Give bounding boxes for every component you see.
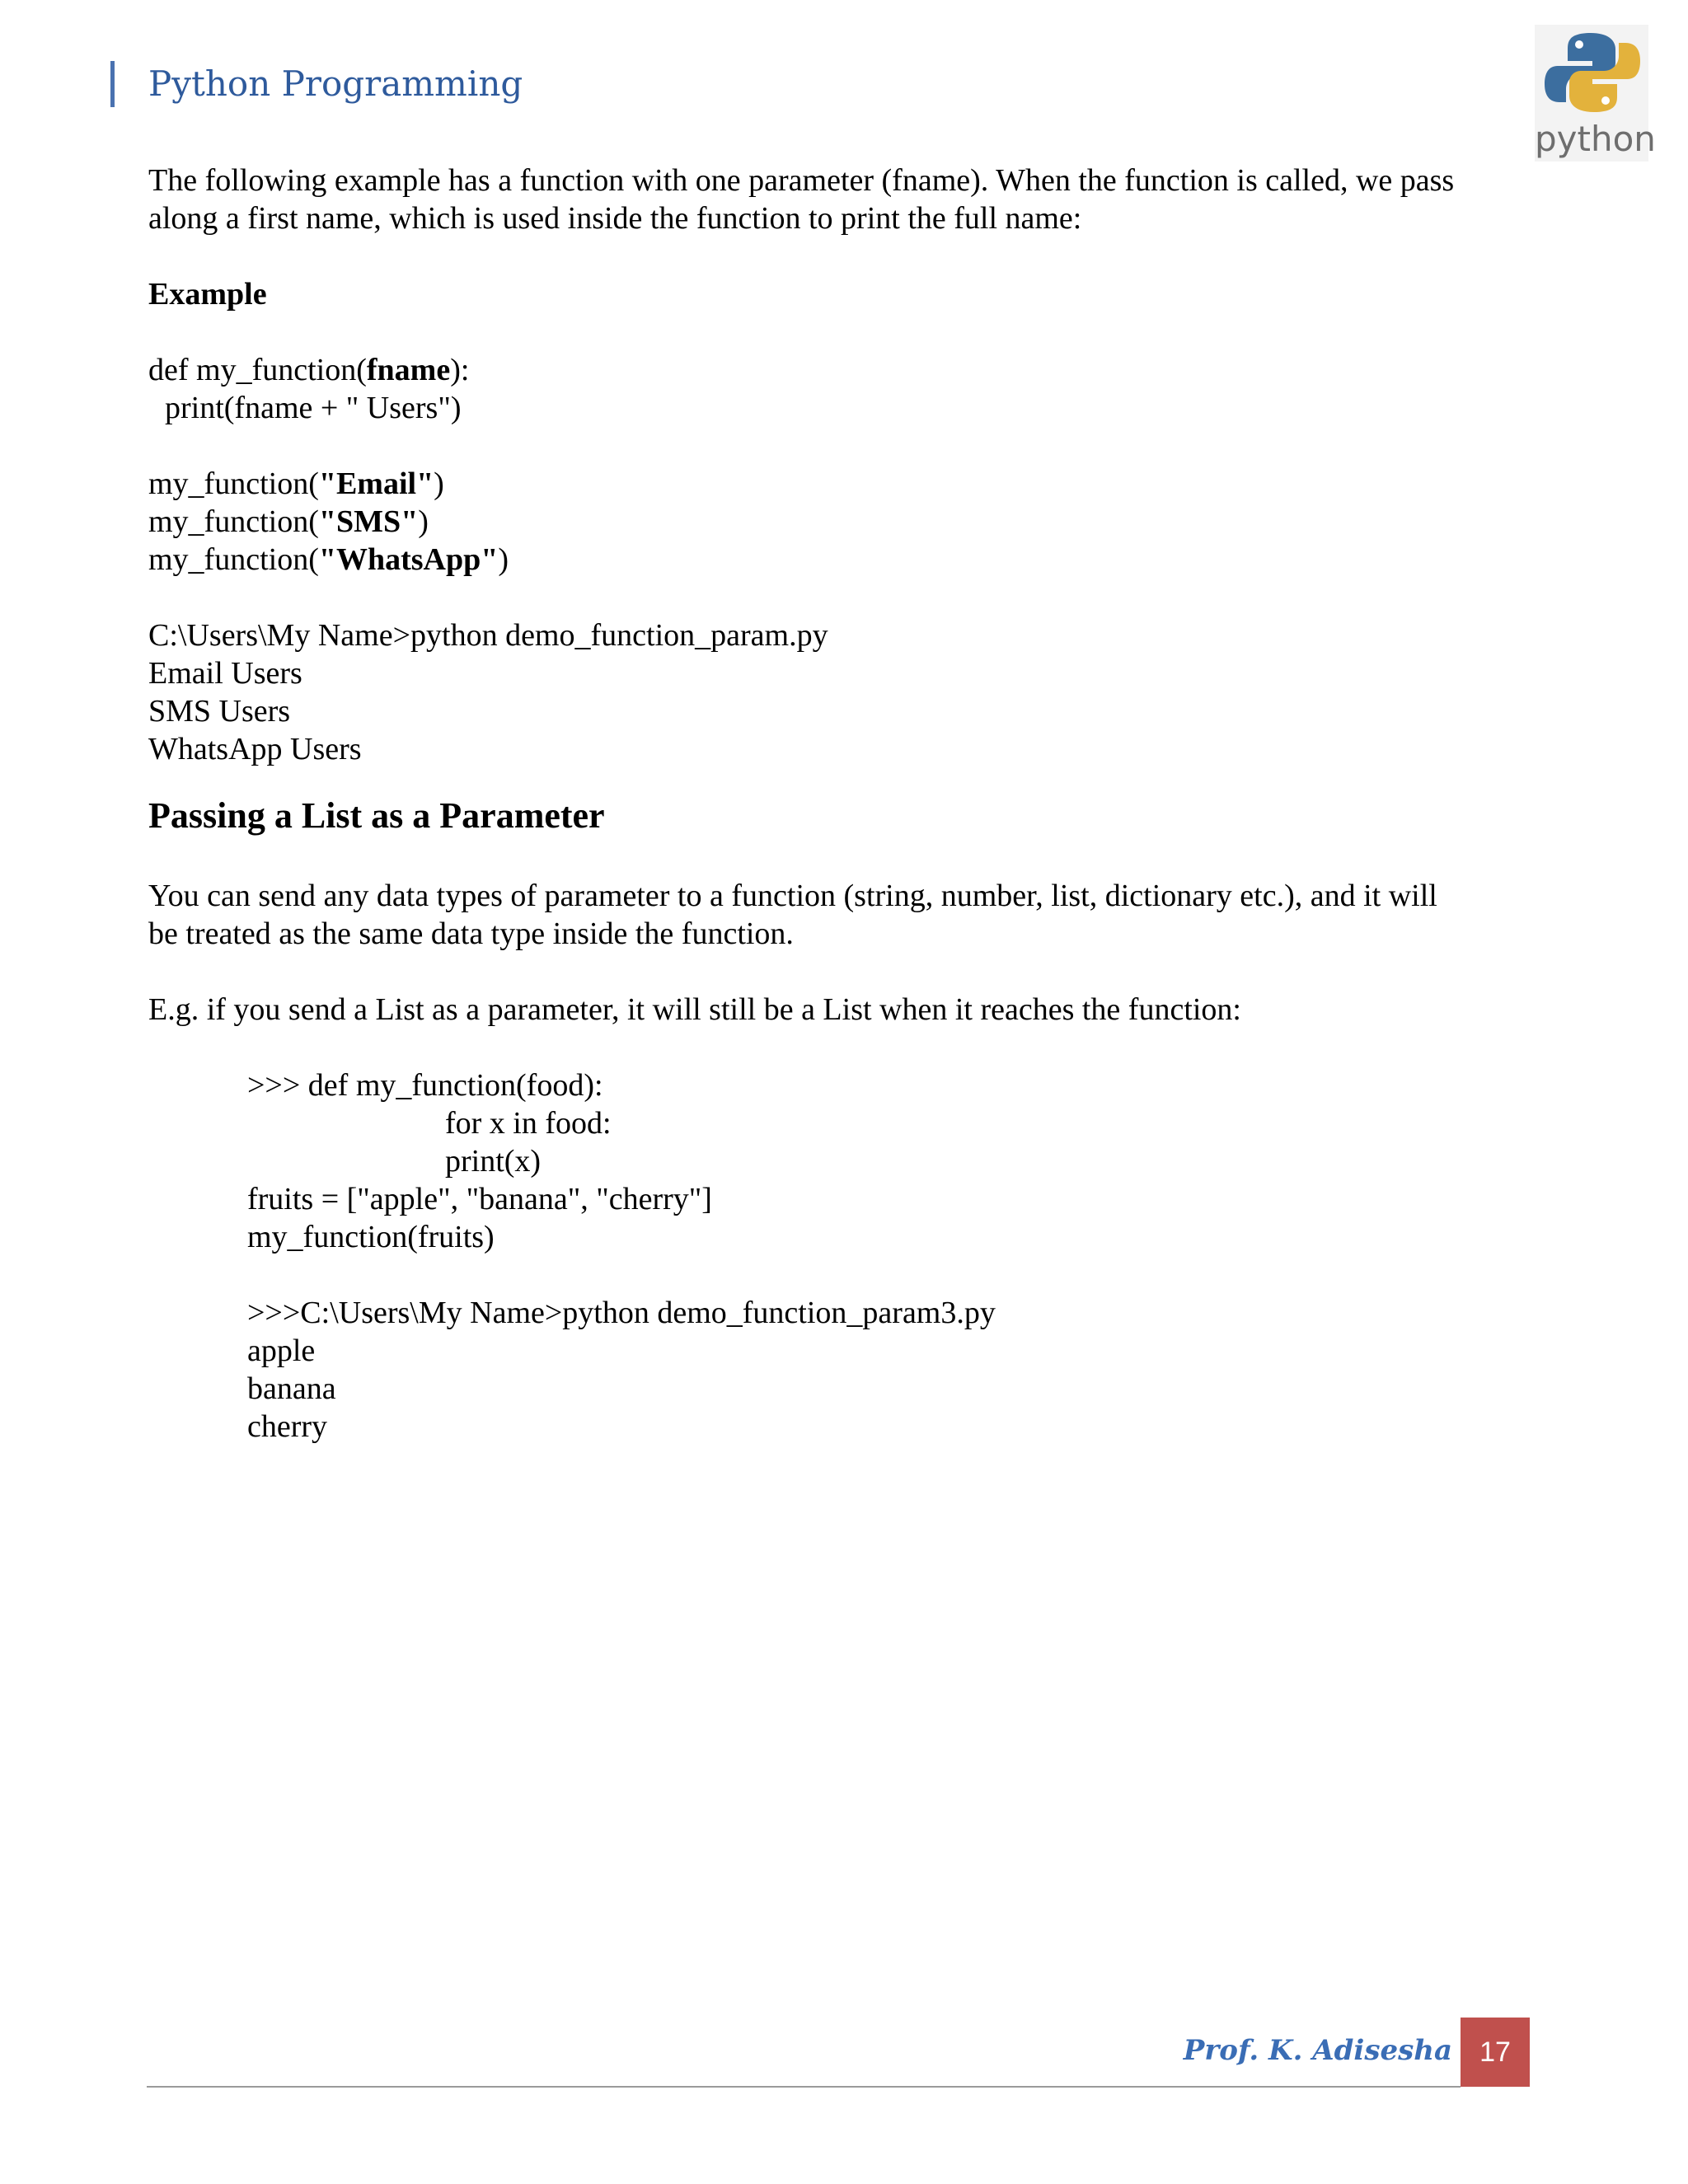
code-def-line: def my_function(fname): [148,353,470,387]
python-logo [1535,25,1656,162]
page-content [148,162,1550,1446]
output2-line: apple [247,1333,316,1368]
output-line: C:\Users\My Name>python demo_function_param.py [148,618,828,653]
python-logo-text: python [1535,119,1656,159]
document-header-title: Python Programming [148,63,523,104]
output2-line: >>>C:\Users\My Name>python demo_function_param3.py [247,1296,996,1330]
code-call-line: my_function("Email") [148,466,444,501]
intro-line-1: The following example has a function with one parameter (fname). When the function is called, we pass [148,163,1455,198]
paragraph-line-1: You can send any data types of parameter to a function (string, number, list, dictionary etc.), and it will [148,879,1437,913]
page-number-badge: 17 [1461,2018,1530,2087]
code-call-line: my_function("SMS") [148,504,429,539]
example-label: Example [148,277,267,312]
code-print-line: print(fname + " Users") [165,391,462,425]
paragraph-example-note: E.g. if you send a List as a parameter, it will still be a List when it reaches the function: [148,992,1241,1027]
code-call-line: my_function("WhatsApp") [148,542,509,577]
output2-line: cherry [247,1409,328,1444]
code2-for-line: for x in food: [445,1106,612,1141]
output-line: Email Users [148,656,302,691]
output-line: WhatsApp Users [148,732,362,766]
footer-divider [147,2086,1461,2088]
section-heading: Passing a List as a Parameter [148,795,605,836]
output-line: SMS Users [148,694,291,729]
python-logo-icon [1535,25,1648,115]
intro-line-2: along a first name, which is used inside the function to print the full name: [148,201,1082,236]
code2-fruits-line: fruits = ["apple", "banana", "cherry"] [247,1182,712,1216]
code2-print-line: print(x) [445,1144,542,1179]
footer-author: Prof. K. Adisesha [1183,2034,1452,2067]
header-accent-bar [110,61,115,107]
code2-def-line: >>> def my_function(food): [247,1068,603,1103]
output2-line: banana [247,1371,336,1406]
code2-call-line: my_function(fruits) [247,1220,495,1254]
paragraph-line-2: be treated as the same data type inside the function. [148,916,794,951]
